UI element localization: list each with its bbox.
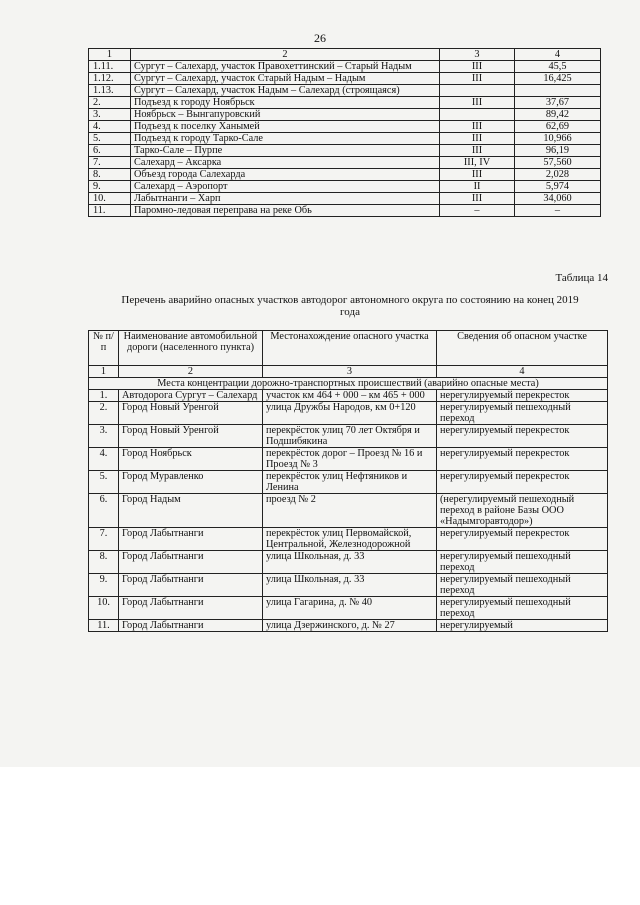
header-cell: Сведения об опасном участке (437, 331, 608, 366)
table-row (89, 597, 608, 620)
road-name-cell: Город Лабытнанги (119, 597, 263, 620)
table-caption: Таблица 14 (555, 272, 608, 284)
road-name-cell: Город Лабытнанги (119, 528, 263, 551)
table-row (89, 109, 601, 121)
info-cell: нерегулируемый перекресток (437, 471, 608, 494)
location-cell: улица Дружбы Народов, км 0+120 (263, 402, 437, 425)
info-cell: нерегулируемый перекресток (437, 425, 608, 448)
info-cell: нерегулируемый перекресток (437, 390, 608, 402)
row-number-cell: 5. (89, 133, 131, 145)
road-name-cell: Автодорога Сургут – Салехард (119, 390, 263, 402)
row-number-cell: 2. (89, 97, 131, 109)
category-cell: III (440, 133, 515, 145)
info-cell: нерегулируемый перекресток (437, 528, 608, 551)
road-name-cell: Сургут – Салехард, участок Надым – Салехард (строящаяся) (131, 85, 440, 97)
column-number-cell: 4 (515, 49, 601, 61)
category-cell (440, 109, 515, 121)
column-number-cell: 2 (119, 366, 263, 378)
table-row (89, 471, 608, 494)
info-cell: нерегулируемый (437, 620, 608, 632)
row-number-cell: 7. (89, 157, 131, 169)
road-name-cell: Сургут – Салехард, участок Старый Надым – Надым (131, 73, 440, 85)
table-header-row (89, 49, 601, 61)
info-cell: нерегулируемый пешеходный переход (437, 551, 608, 574)
table-row (89, 169, 601, 181)
row-number-cell: 4. (89, 448, 119, 471)
table-row (89, 574, 608, 597)
row-number-cell: 4. (89, 121, 131, 133)
table-row (89, 551, 608, 574)
road-name-cell: Подъезд к поселку Ханымей (131, 121, 440, 133)
row-number-cell: 3. (89, 109, 131, 121)
road-name-cell: Паромно-ледовая переправа на реке Обь (131, 205, 440, 217)
column-number-cell: 3 (263, 366, 437, 378)
category-cell: III (440, 145, 515, 157)
length-cell: 89,42 (515, 109, 601, 121)
table-row (89, 61, 601, 73)
roads-table (88, 48, 601, 217)
length-cell: 5,974 (515, 181, 601, 193)
row-number-cell: 5. (89, 471, 119, 494)
location-cell: улица Школьная, д. 33 (263, 574, 437, 597)
row-number-cell: 11. (89, 205, 131, 217)
road-name-cell: Сургут – Салехард, участок Правохеттинский – Старый Надым (131, 61, 440, 73)
length-cell: 45,5 (515, 61, 601, 73)
table-row (89, 157, 601, 169)
road-name-cell: Объезд города Салехарда (131, 169, 440, 181)
category-cell: III, IV (440, 157, 515, 169)
column-number-cell: 2 (131, 49, 440, 61)
location-cell: перекрёсток дорог – Проезд № 16 и Проезд № 3 (263, 448, 437, 471)
row-number-cell: 9. (89, 574, 119, 597)
road-name-cell: Город Надым (119, 494, 263, 528)
category-cell: II (440, 181, 515, 193)
table-row (89, 121, 601, 133)
category-cell: III (440, 97, 515, 109)
row-number-cell: 1. (89, 390, 119, 402)
table-row (89, 133, 601, 145)
table-row (89, 85, 601, 97)
table-row (89, 448, 608, 471)
road-name-cell: Лабытнанги – Харп (131, 193, 440, 205)
info-cell: нерегулируемый пешеходный переход (437, 574, 608, 597)
table-row (89, 97, 601, 109)
length-cell (515, 85, 601, 97)
table-title: Перечень аварийно опасных участков автодорог автономного округа по состоянию на конец 2019 года (121, 294, 579, 318)
category-cell (440, 85, 515, 97)
info-cell: нерегулируемый перекресток (437, 448, 608, 471)
table-row (89, 145, 601, 157)
header-cell: № п/п (89, 331, 119, 366)
column-number-cell: 1 (89, 366, 119, 378)
header-cell: Местонахождение опасного участка (263, 331, 437, 366)
row-number-cell: 6. (89, 494, 119, 528)
location-cell: участок км 464 + 000 – км 465 + 000 (263, 390, 437, 402)
row-number-cell: 2. (89, 402, 119, 425)
length-cell: 57,560 (515, 157, 601, 169)
table-row (89, 205, 601, 217)
road-name-cell: Город Лабытнанги (119, 620, 263, 632)
table-row (89, 73, 601, 85)
road-name-cell: Салехард – Аэропорт (131, 181, 440, 193)
row-number-cell: 8. (89, 169, 131, 181)
row-number-cell: 10. (89, 193, 131, 205)
location-cell: улица Гагарина, д. № 40 (263, 597, 437, 620)
info-cell: нерегулируемый пешеходный переход (437, 597, 608, 620)
road-name-cell: Город Муравленко (119, 471, 263, 494)
section-heading-cell: Места концентрации дорожно-транспортных происшествий (аварийно опасные места) (89, 378, 608, 390)
dangerous-sites-table (88, 330, 608, 632)
location-cell: перекрёсток улиц Нефтяников и Ленина (263, 471, 437, 494)
road-name-cell: Город Ноябрьск (119, 448, 263, 471)
location-cell: улица Дзержинского, д. № 27 (263, 620, 437, 632)
road-name-cell: Город Новый Уренгой (119, 402, 263, 425)
category-cell: III (440, 169, 515, 181)
location-cell: улица Школьная, д. 33 (263, 551, 437, 574)
length-cell: 37,67 (515, 97, 601, 109)
info-cell: нерегулируемый пешеходный переход (437, 402, 608, 425)
column-number-cell: 4 (437, 366, 608, 378)
table-row (89, 193, 601, 205)
table-row (89, 528, 608, 551)
row-number-cell: 1.12. (89, 73, 131, 85)
length-cell: 16,425 (515, 73, 601, 85)
length-cell: 2,028 (515, 169, 601, 181)
row-number-cell: 1.11. (89, 61, 131, 73)
length-cell: 96,19 (515, 145, 601, 157)
table-row (89, 402, 608, 425)
table-row (89, 425, 608, 448)
row-number-cell: 9. (89, 181, 131, 193)
table-row (89, 181, 601, 193)
page-number: 26 (314, 31, 326, 45)
road-name-cell: Город Лабытнанги (119, 574, 263, 597)
info-cell: (нерегулируемый пешеходный переход в районе Базы ООО «Надымгоравтодор») (437, 494, 608, 528)
location-cell: проезд № 2 (263, 494, 437, 528)
section-row (89, 378, 608, 390)
road-name-cell: Подъезд к городу Тарко-Сале (131, 133, 440, 145)
row-number-cell: 3. (89, 425, 119, 448)
row-number-cell: 7. (89, 528, 119, 551)
length-cell: 10,966 (515, 133, 601, 145)
location-cell: перекрёсток улиц 70 лет Октября и Подшибякина (263, 425, 437, 448)
row-number-cell: 6. (89, 145, 131, 157)
header-cell: Наименование автомобильной дороги (населенного пункта) (119, 331, 263, 366)
row-number-cell: 10. (89, 597, 119, 620)
row-number-cell: 8. (89, 551, 119, 574)
table-row (89, 620, 608, 632)
road-name-cell: Тарко-Сале – Пурпе (131, 145, 440, 157)
row-number-cell: 11. (89, 620, 119, 632)
row-number-cell: 1.13. (89, 85, 131, 97)
category-cell: III (440, 193, 515, 205)
road-name-cell: Салехард – Аксарка (131, 157, 440, 169)
location-cell: перекрёсток улиц Первомайской, Центральной, Железнодорожной (263, 528, 437, 551)
table-row (89, 494, 608, 528)
column-number-cell: 1 (89, 49, 131, 61)
table-row (89, 390, 608, 402)
road-name-cell: Ноябрьск – Вынгапуровский (131, 109, 440, 121)
road-name-cell: Город Новый Уренгой (119, 425, 263, 448)
table-header-row (89, 331, 608, 366)
column-number-cell: 3 (440, 49, 515, 61)
column-numbers-row (89, 366, 608, 378)
length-cell: 34,060 (515, 193, 601, 205)
category-cell: III (440, 61, 515, 73)
category-cell: – (440, 205, 515, 217)
road-name-cell: Город Лабытнанги (119, 551, 263, 574)
length-cell: – (515, 205, 601, 217)
category-cell: III (440, 73, 515, 85)
road-name-cell: Подъезд к городу Ноябрьск (131, 97, 440, 109)
length-cell: 62,69 (515, 121, 601, 133)
category-cell: III (440, 121, 515, 133)
